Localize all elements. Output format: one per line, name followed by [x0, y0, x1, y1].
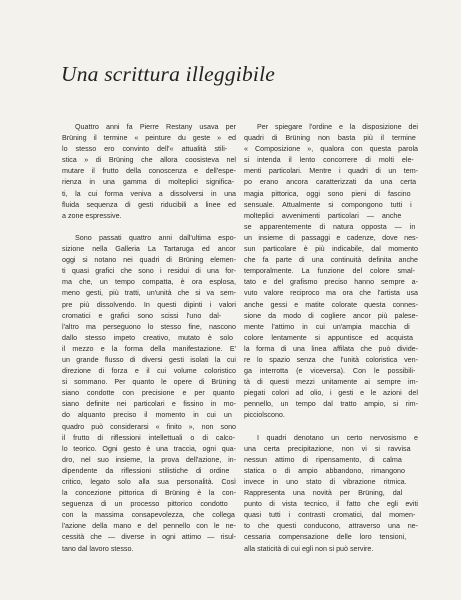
text-line: lo stesso ero convinto dell'« attualità stili- [62, 145, 228, 154]
text-line: siano condotte con precisione e per quanto [62, 389, 235, 398]
text-line: ti quasi grafici che sono i residui di una for- [62, 267, 236, 276]
text-line: critico, legato solo alla sua personalità. Così [62, 478, 236, 486]
text-line: stica » di Brüning che allora coosisteva nel [62, 156, 236, 165]
paragraph [244, 122, 418, 422]
text-line: « Composizione », qualora con questa parola [244, 145, 418, 154]
text-line: vuto valore reciproco ma ora che l'artista usa [244, 289, 418, 298]
text-line: che fa parte di una continuità definita anche [244, 256, 418, 265]
text-line: sizione nella Galleria La Tartaruga ed ancor [62, 245, 236, 254]
text-line: dipendente da riflessioni stilistiche di ordine [62, 466, 230, 475]
text-line: menti particolari. Mentre i quadri di un tem- [244, 167, 418, 176]
text-line: seguenza di un processo pittorico condotto [62, 500, 228, 509]
text-line: sensuale. Attualmente si compongono tutti i [244, 200, 412, 209]
text-line: ma che, un tempo compatta, è ora esplosa, [62, 278, 236, 287]
text-line: Brüning il termine « peinture du geste » ed [62, 134, 236, 143]
text-line: magia pittorica, oggi sono pieni di fascino [244, 189, 411, 198]
text-line: si sommano. Per quanto le opere di Brüning [62, 378, 236, 387]
text-line: quasi tutti i contrasti cromatici, dal momen- [244, 511, 416, 520]
text-line: fluida sequenza di gesti riducibili a linee ed [62, 200, 236, 209]
text-line: Rappresenta una novità per Brüning, dal [244, 489, 403, 498]
left-column [62, 122, 236, 566]
text-line: direzione di forza e il cui volume coloristico [62, 367, 236, 376]
text-line: tano dal lavoro stesso. [62, 544, 134, 553]
text-line: cessità che — diverse in ogni attimo — risul- [62, 533, 236, 542]
text-line: siano definite nei particolari e fissino in mo- [62, 400, 236, 409]
text-line: la forma di una linea affilata che può divide- [244, 344, 418, 353]
text-line: temporalmente. La funzione del colore smal- [244, 267, 415, 276]
text-line: tato e del grafismo preciso hanno sempre a- [244, 278, 418, 287]
text-line: piegati colori ad olio, i gesti e le azioni del [244, 389, 418, 398]
text-line: to che questi conducono, attraverso una ne- [244, 522, 418, 531]
text-line: mente l'attimo in cui un'ampia macchia di [244, 322, 410, 331]
text-line: I quadri denotano un certo nervosismo e [257, 433, 418, 442]
text-line: una certa precipitazione, non vi si ravvisa [244, 444, 411, 453]
text-line: l'altro ma perseguono lo stesso fine, nascono [62, 322, 236, 331]
text-line: nessun attimo di ripensamento, di calma [244, 455, 402, 464]
text-line: quadro può considerarsi « finito », non sono [62, 422, 236, 431]
text-line: Per spiegare l'ordine e la disposizione dei [257, 123, 418, 131]
text-line: mutare il frutto della conoscenza e dell'espe- [62, 167, 236, 176]
text-line: pre più dissolvendo. In questi dipinti i valori [62, 300, 236, 309]
text-line: ga interrotta (e viceversa). Con le possibili- [244, 367, 416, 376]
text-line: un insieme di passaggi e cadenze, dove nes- [244, 233, 418, 242]
text-line: Quattro anni fa Pierre Restany usava per [75, 123, 236, 131]
paragraph [62, 233, 236, 555]
text-line: punto di vista tecnico, il fatto che egli eviti [244, 500, 418, 509]
text-line: colore lentamente si appuntisce ed acquista [244, 333, 413, 342]
text-line: pennello, un tempo dal tratto ampio, si rim- [244, 400, 418, 409]
right-column [244, 122, 418, 566]
text-line: tà di questi mezzi unitamente ai sempre im- [244, 378, 418, 387]
text-line: rienza in una gamma di molteplici significa- [62, 178, 235, 187]
text-line: Sono passati quattro anni dall'ultima espo- [75, 233, 236, 242]
text-line: si intenda il lento concorrere di molti ele- [244, 156, 414, 165]
text-line: molteplici avvenimenti particolari — anche [244, 211, 402, 220]
text-line: do alquanto preciso il momento in cui un [62, 411, 232, 420]
text-line: il mezzo e la forma della manifestazione. E' [62, 344, 236, 353]
text-line: l'azione della mano e del pennello con le ne- [62, 522, 236, 531]
text-line: re lo spazio senza che l'unità coloristica ven- [244, 355, 418, 364]
paragraph [62, 122, 236, 222]
text-line: picciolscono. [244, 411, 285, 420]
text-line: un grande flusso di diversi gesti isolati la cui [62, 355, 236, 364]
text-line: dallo stesso impeto creativo, mutato è solo [62, 333, 233, 342]
text-line: invece in uno stato di vibrazione ritmica. [244, 478, 407, 486]
paragraph [244, 433, 418, 555]
text-line: cessaria compensazione delle loro tensioni, [244, 533, 407, 542]
text-line: sun particolare è più indicabile, dal momento [244, 245, 418, 254]
text-line: la concezione pittorica di Brüning è la con- [62, 489, 236, 498]
text-line: meno gesti, più tratti, un'unità che si va sem- [62, 289, 236, 298]
text-line: con la massima consapevolezza, che collega [62, 511, 235, 520]
text-line: oggi si notano nei quadri di Brüning elemen- [62, 256, 236, 265]
text-line: po erano ancora caratterizzati da una certa [244, 178, 417, 187]
text-line: cromatici e grafici sono scissi l'uno dal- [62, 311, 222, 320]
text-line: il frutto di riflessioni intellettuali o di calco- [62, 433, 235, 442]
article-title: Una scrittura illeggibile [61, 62, 276, 86]
text-line: dro, nel suo insieme, la prova dell'azione, in- [62, 455, 236, 464]
text-line: anche gessi e matite colorate questa connes- [244, 300, 418, 309]
text-line: statica o di ampio abbandono, rimangono [244, 466, 406, 475]
text-line: sione da modo di cogliere ancor più palese- [244, 311, 418, 320]
text-line: se apparentemente di natura opposta — in [244, 222, 416, 231]
text-line: alla staticità di cui egli non si può servire. [244, 544, 374, 553]
text-line: quadri di Brüning non basta più il termine [244, 134, 416, 143]
text-line: ti, la cui forma veniva a dissolversi in una [62, 189, 236, 198]
text-line: lo teorico. Ogni gesto è una traccia, ogni qua- [62, 444, 236, 453]
text-line: a zone espressive. [62, 211, 122, 220]
